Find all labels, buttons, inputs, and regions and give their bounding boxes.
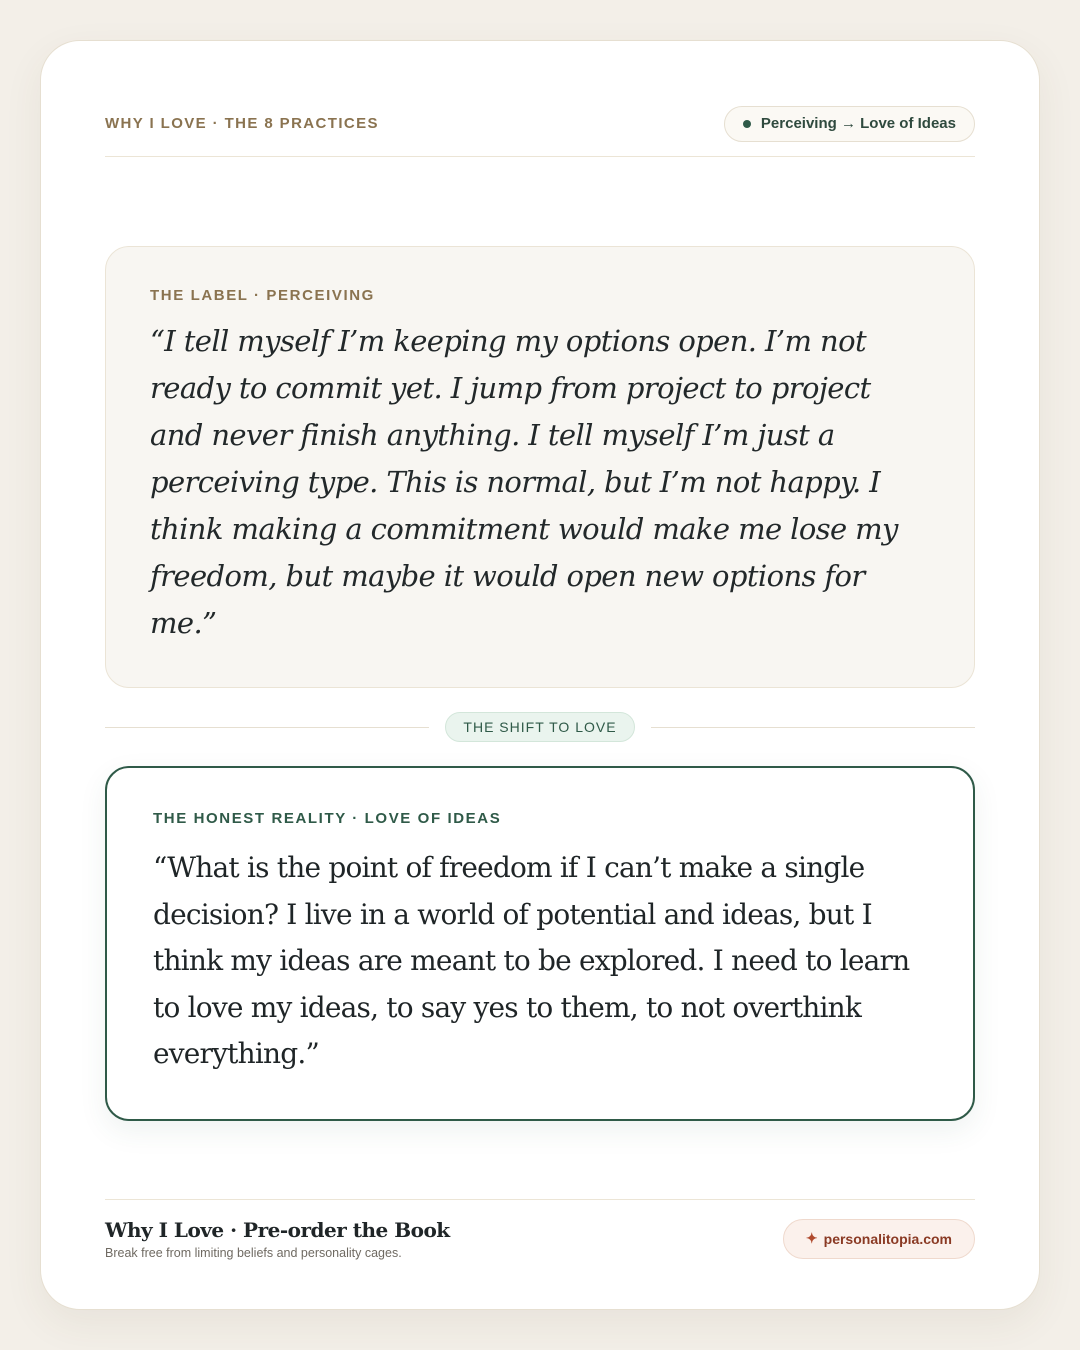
sparkle-icon: ✦: [805, 1230, 818, 1246]
website-link[interactable]: [783, 1219, 975, 1259]
footer-title[interactable]: Why I Love · Pre-order the Book: [105, 1217, 450, 1242]
practice-badge-label: Perceiving → Love of Ideas: [760, 115, 956, 132]
shift-divider: [105, 712, 975, 742]
reality-card: [105, 766, 975, 1121]
footer-text: [105, 1218, 450, 1260]
series-title: WHY I LOVE · THE 8 PRACTICES: [105, 115, 379, 132]
shift-badge: THE SHIFT TO LOVE: [445, 712, 634, 742]
label-eyebrow: THE LABEL · PERCEIVING: [150, 287, 375, 304]
practice-badge: [724, 106, 975, 142]
main-card: [40, 40, 1040, 1310]
reality-quote: “What is the point of freedom if I can’t make a single decision? I live in a world of potential and ideas, but I think my ideas are meant to be explored. I need to learn to love my ideas, to say yes to them, to not overthink everything.”: [153, 851, 910, 1070]
website-label: personalitopia.com: [823, 1230, 952, 1247]
divider-line-right: [651, 727, 975, 728]
status-dot-icon: [743, 120, 751, 128]
divider-line-left: [105, 727, 429, 728]
footer: [105, 1199, 975, 1269]
header: [105, 97, 975, 157]
label-quote: “I tell myself I’m keeping my options open. I’m not ready to commit yet. I jump from project to project and never finish anything. I tell myself I’m just a perceiving type. This is normal, but I’m not happy. I think making a commitment would make me lose my freedom, but maybe it would open new options for me.”: [150, 324, 898, 640]
footer-subtitle: Break free from limiting beliefs and personality cages.: [105, 1245, 402, 1260]
reality-eyebrow: THE HONEST REALITY · LOVE OF IDEAS: [153, 810, 502, 827]
label-card: [105, 246, 975, 688]
